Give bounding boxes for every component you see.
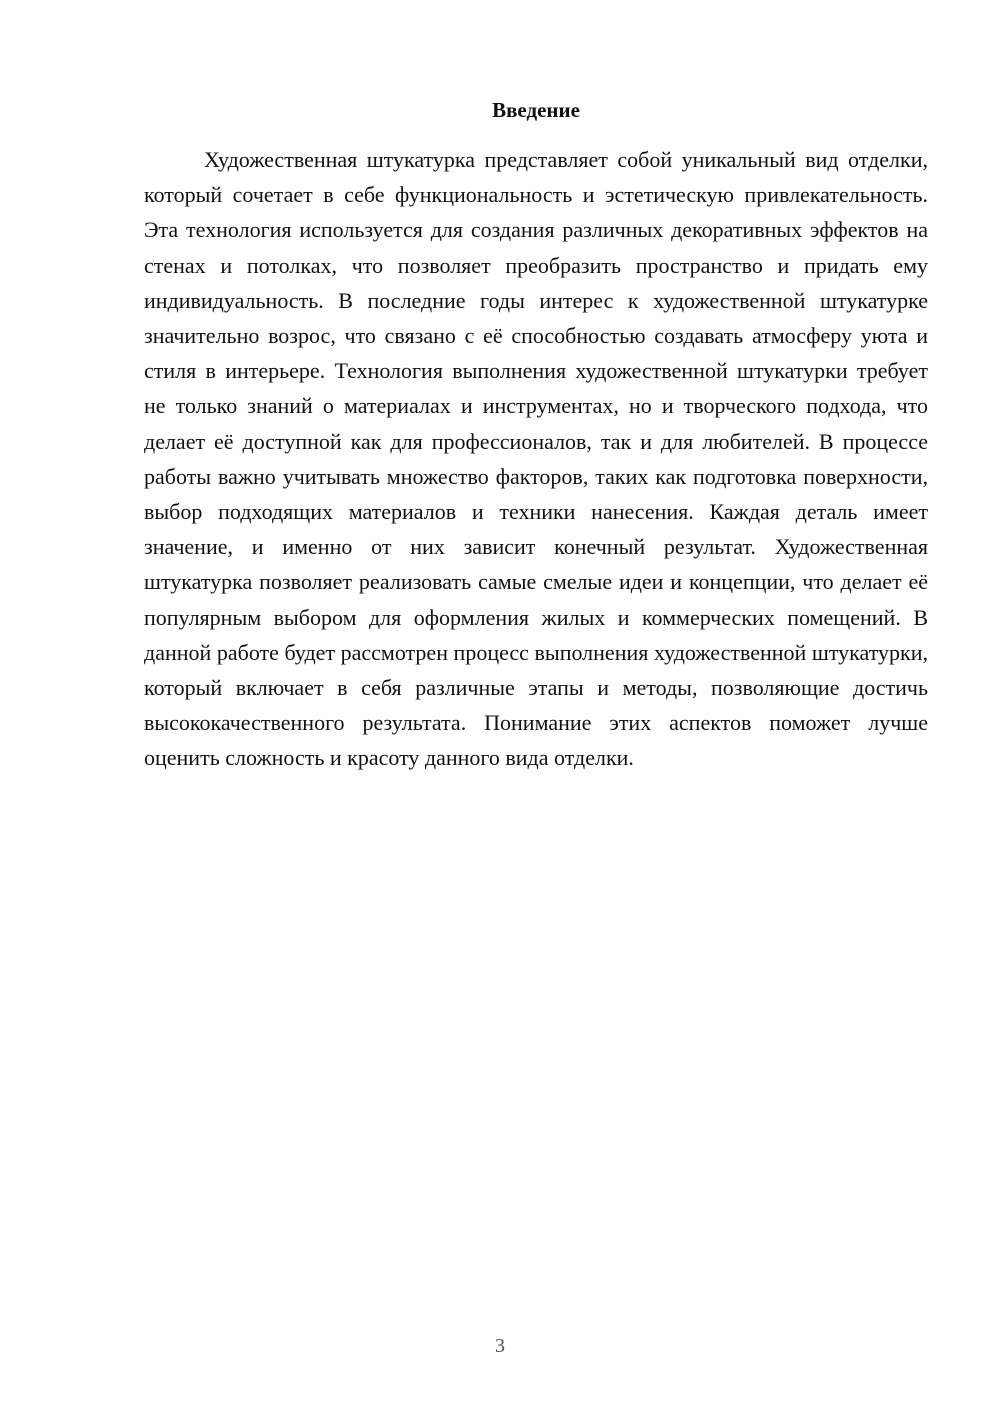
section-heading: Введение bbox=[492, 98, 580, 122]
page-number: 3 bbox=[495, 1335, 505, 1357]
intro-paragraph: Художественная штукатурка представляет собой уникальный вид отделки, который сочетает в себе функциональность и эстетическую привлекательность. Эта технология используется для создания различных декоративных эффектов на стенах и потолках, что позволяет преобразить пространство и придать ему индивидуальность. В последние годы интерес к художественной штукатурке значительно возрос, что связано с её способностью создавать атмосферу уюта и стиля в интерьере. Технология выполнения художественной штукатурки требует не только знаний о материалах и инструментах, но и творческого подхода, что делает её доступной как для профессионалов, так и для любителей. В процессе работы важно учитывать множество факторов, таких как подготовка поверхности, выбор подходящих материалов и техники нанесения. Каждая деталь имеет значение, и именно от них зависит конечный результат. Художественная штукатурка позволяет реализовать самые смелые идеи и концепции, что делает её популярным выбором для оформления жилых и коммерческих помещений. В данной работе будет рассмотрен процесс выполнения художественной штукатурки, который включает в себя различные этапы и методы, позволяющие достичь высококачественного результата. Понимание этих аспектов поможет лучше оценить сложность и красоту данного вида отделки. bbox=[144, 147, 928, 771]
page-content bbox=[144, 96, 928, 776]
